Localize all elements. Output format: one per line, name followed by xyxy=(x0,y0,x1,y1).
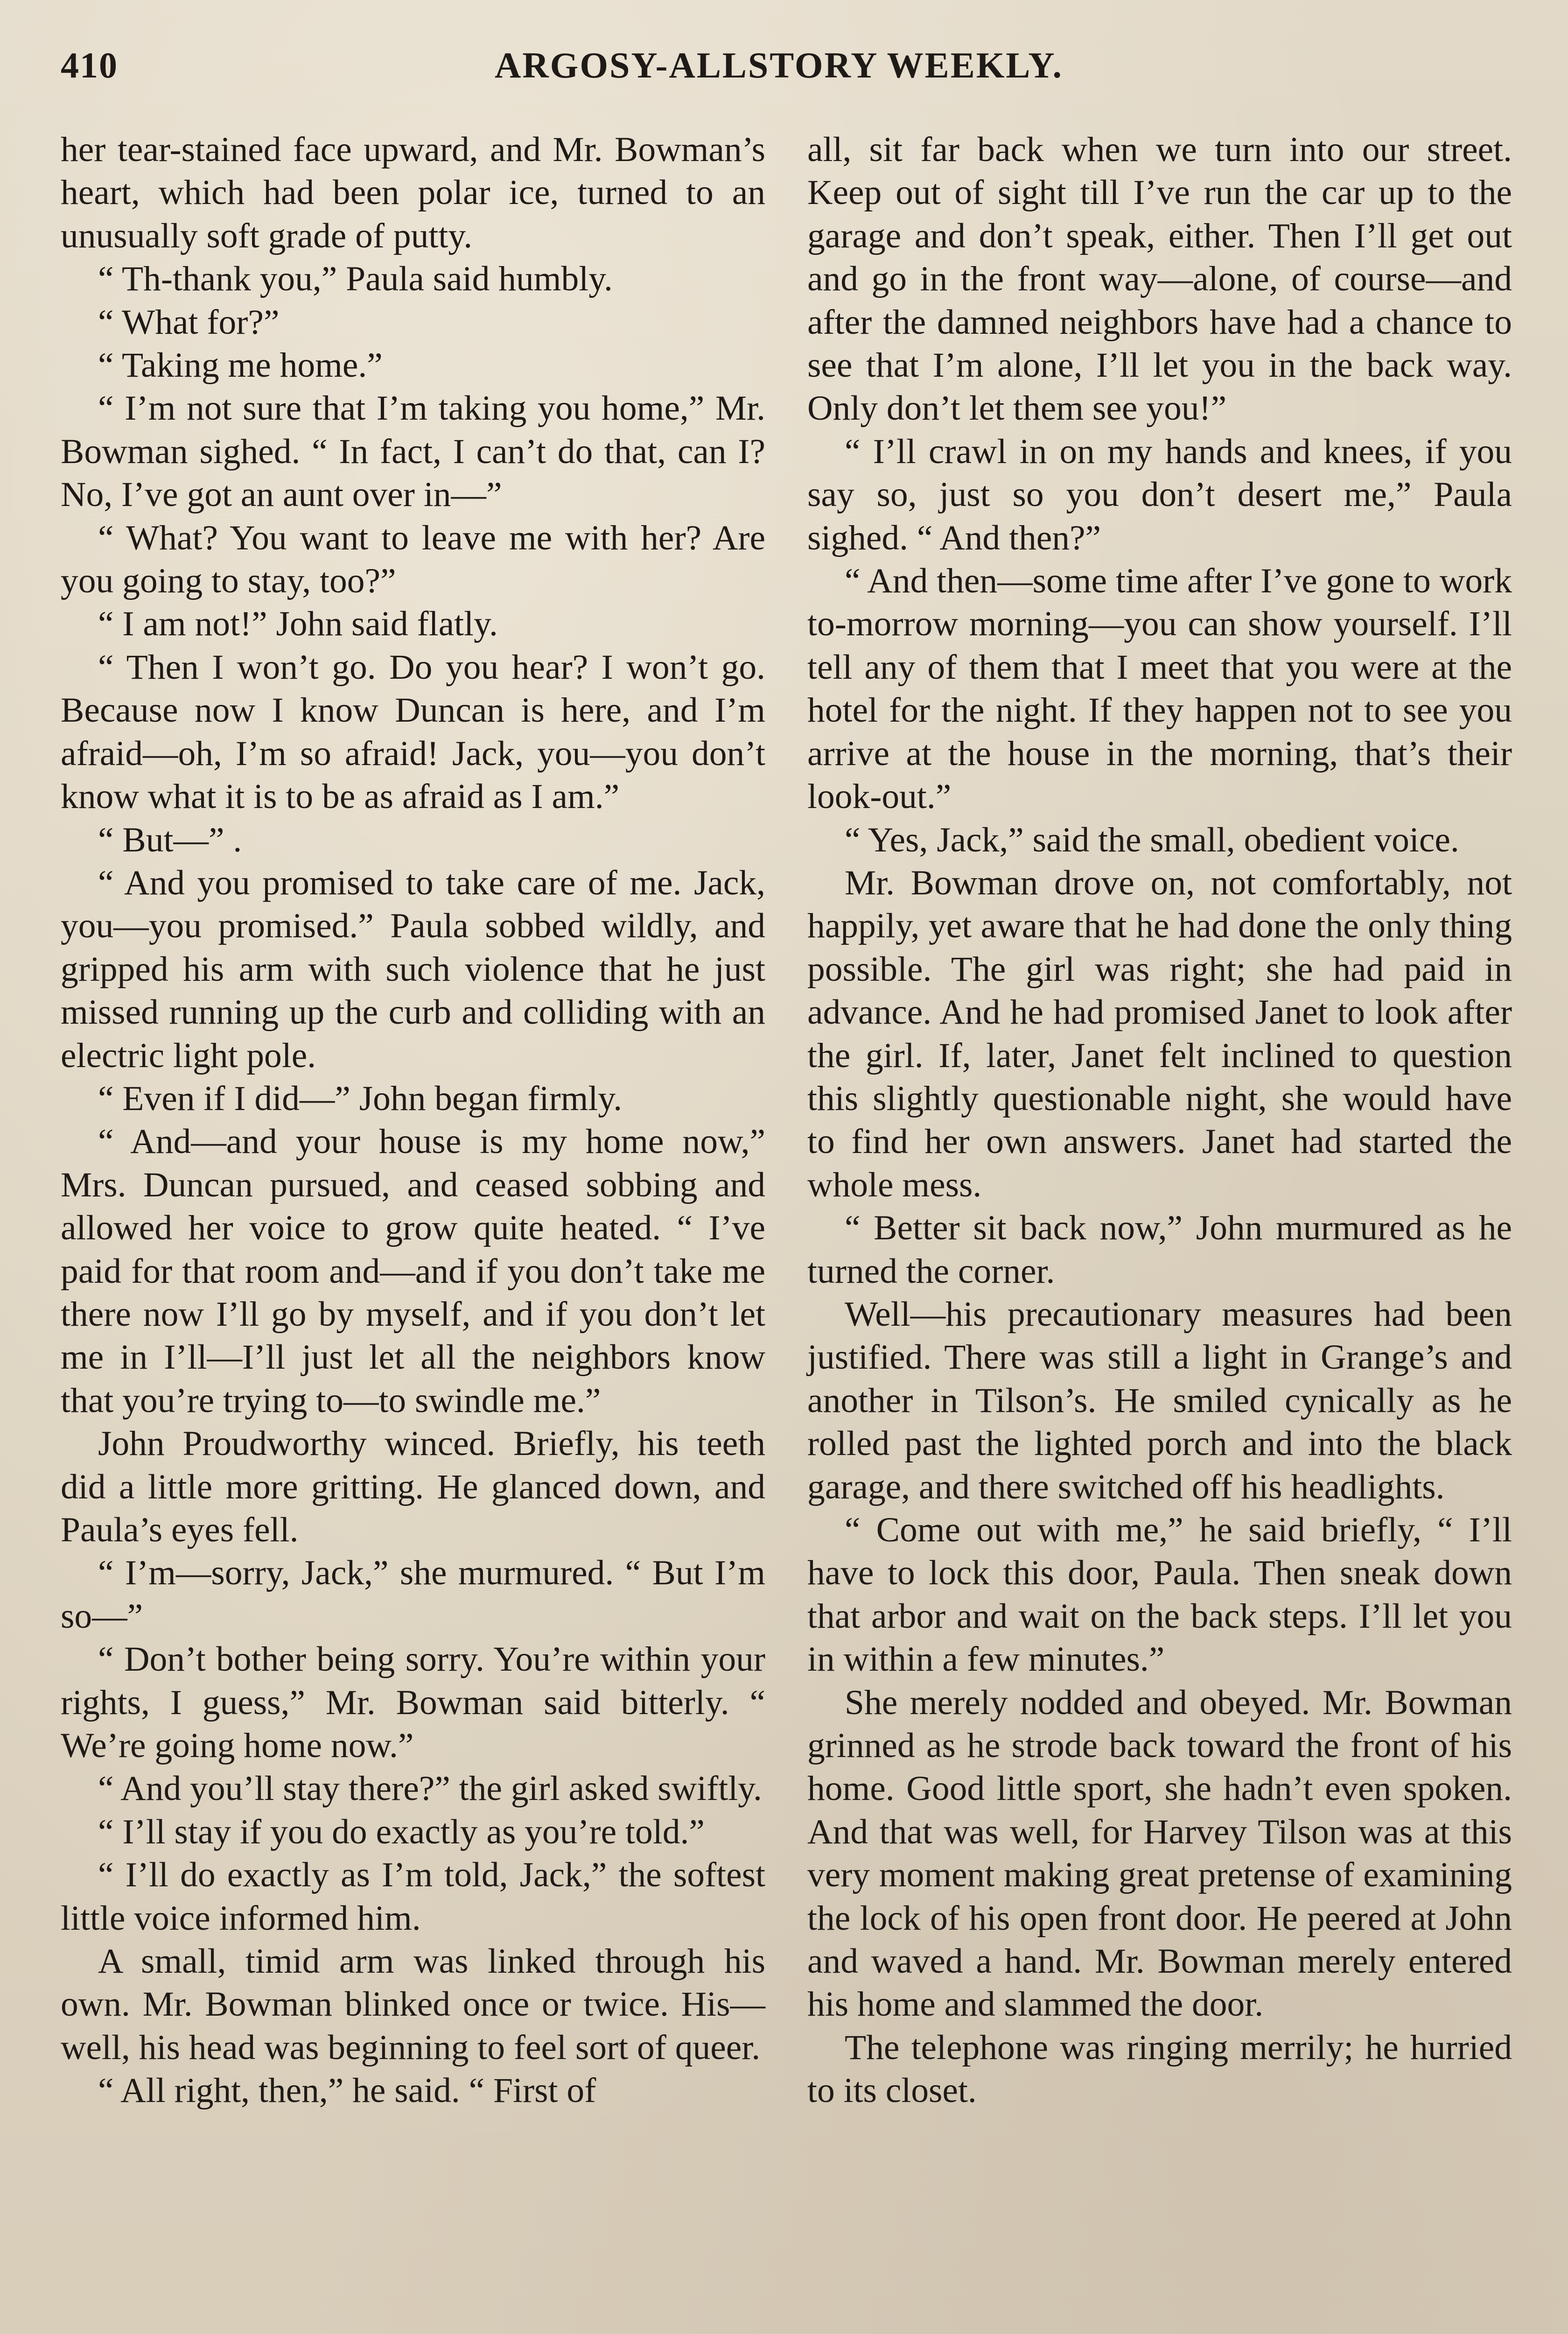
right-column xyxy=(807,128,1512,2113)
paragraph: “ I’m not sure that I’m taking you home,” Mr. Bowman sighed. “ In fact, I can’t do that, can I? No, I’ve got an aunt over in—” xyxy=(61,389,765,514)
paragraph: Mr. Bowman drove on, not comfortably, not happily, yet aware that he had done the only thing possible. The girl was right; she had paid in advance. And he had promised Janet to look after the girl. If, later, Janet felt inclined to question this slightly questionable night, she would have to find her own answers. Janet had started the whole mess. xyxy=(807,863,1512,1204)
paragraph: “ What? You want to leave me with her? Are you going to stay, too?” xyxy=(61,518,765,601)
paragraph: John Proudworthy winced. Briefly, his teeth did a little more gritting. He glanced down, and Paula’s eyes fell. xyxy=(61,1424,765,1549)
paragraph: her tear-stained face upward, and Mr. Bowman’s heart, which had been polar ice, turned to an unusually soft grade of putty. xyxy=(61,130,765,255)
paragraph: “ Th-thank you,” Paula said humbly. xyxy=(98,260,613,299)
paragraph: Well—his precautionary measures had been justified. There was still a light in Grange’s and another in Tilson’s. He smiled cynically as he rolled past the lighted porch and into the black garage, and there switched off his headlights. xyxy=(807,1294,1512,1506)
paragraph: “ And you’ll stay there?” the girl asked swiftly. xyxy=(98,1769,762,1808)
paragraph: all, sit far back when we turn into our street. Keep out of sight till I’ve run the car up to the garage and don’t speak, either. Then I’ll get out and go in the front way—alone, of course—and after the damned neighbors have had a chance to see that I’m alone, I’ll let you in the back way. Only don’t let them see you!” xyxy=(807,130,1512,428)
paragraph: “ Better sit back now,” John murmured as he turned the corner. xyxy=(807,1209,1512,1291)
paragraph: “ What for?” xyxy=(98,302,280,342)
paragraph: “ I’m—sorry, Jack,” she murmured. “ But I’m so—” xyxy=(61,1554,765,1636)
paragraph: “ I’ll do exactly as I’m told, Jack,” the softest little voice informed him. xyxy=(61,1856,765,1938)
left-column xyxy=(61,128,765,2113)
page-header xyxy=(61,44,1517,100)
paragraph: She merely nodded and obeyed. Mr. Bowman grinned as he strode back toward the front of his home. Good little sport, she hadn’t even spoken. And that was well, for Harvey Tilson was at this very moment making great pretense of examining the lock of his open front door. He peered at John and waved a hand. Mr. Bowman merely entered his home and slammed the door. xyxy=(807,1683,1512,2024)
paragraph: “ I’ll crawl in on my hands and knees, if you say so, just so you don’t desert me,” Paula sighed. “ And then?” xyxy=(807,432,1512,557)
running-head-title: ARGOSY-ALLSTORY WEEKLY. xyxy=(495,45,1063,85)
paragraph: “ And then—some time after I’ve gone to work to-morrow morning—you can show yourself. I’ll tell any of them that I meet that you were at the hotel for the night. If they happen not to see you arrive at the house in the morning, that’s their look-out.” xyxy=(807,562,1512,816)
paragraph: “ But—” . xyxy=(98,820,242,859)
paragraph: “ Then I won’t go. Do you hear? I won’t go. Because now I know Duncan is here, and I’m afraid—oh, I’m so afraid! Jack, you—you don’t know what it is to be as afraid as I am.” xyxy=(61,647,765,816)
paragraph: “ Yes, Jack,” said the small, obedient voice. xyxy=(845,820,1459,859)
paragraph: “ I’ll stay if you do exactly as you’re told.” xyxy=(98,1812,705,1851)
paragraph: The telephone was ringing merrily; he hurried to its closet. xyxy=(807,2028,1512,2110)
paragraph: “ Taking me home.” xyxy=(98,346,383,385)
paragraph: A small, timid arm was linked through his own. Mr. Bowman blinked once or twice. His—well, his head was beginning to feel sort of queer. xyxy=(61,1942,765,2067)
paragraph: “ Don’t bother being sorry. You’re within your rights, I guess,” Mr. Bowman said bitterly. “ We’re going home now.” xyxy=(61,1640,765,1765)
paragraph: “ Come out with me,” he said briefly, “ I’ll have to lock this door, Paula. Then sneak down that arbor and wait on the back steps. I’ll let you in within a few minutes.” xyxy=(807,1511,1512,1679)
page-number: 410 xyxy=(61,45,118,85)
paragraph: “ And you promised to take care of me. Jack, you—you promised.” Paula sobbed wildly, and gripped his arm with such violence that he just missed running up the curb and colliding with an electric light pole. xyxy=(61,863,765,1075)
paragraph: “ All right, then,” he said. “ First of xyxy=(98,2071,596,2110)
paragraph: “ And—and your house is my home now,” Mrs. Duncan pursued, and ceased sobbing and allowed her voice to grow quite heated. “ I’ve paid for that room and—and if you don’t take me there now I’ll go by myself, and if you don’t let me in I’ll—I’ll just let all the neighbors know that you’re trying to—to swindle me.” xyxy=(61,1122,765,1420)
paragraph: “ Even if I did—” John began firmly. xyxy=(98,1079,623,1118)
paragraph: “ I am not!” John said flatly. xyxy=(98,605,498,644)
